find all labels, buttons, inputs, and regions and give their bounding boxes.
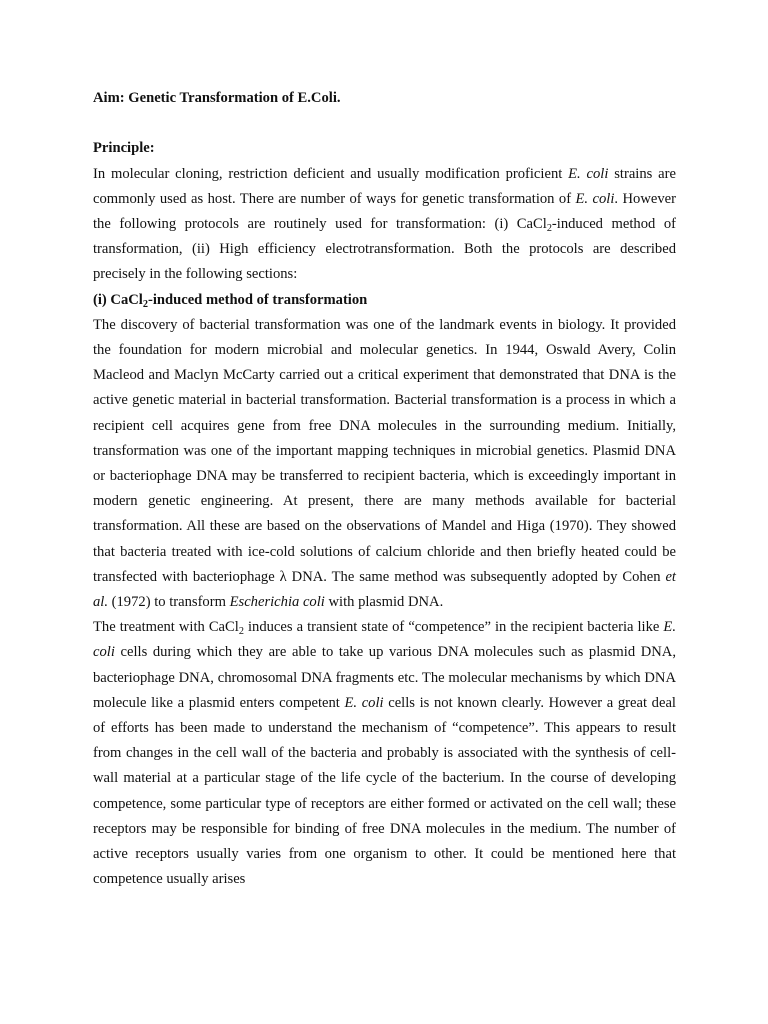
section-heading-cacl2 — [93, 288, 676, 313]
text-run: (i) CaCl — [93, 291, 143, 308]
text-run: cells is not known clearly. However a great deal of efforts has been made to understand the mechanism of “competence”. This appears to result from changes in the cell wall of the bacteria and probably is associated with the synthesis of cell-wall material at a particular stage of the life cycle of the bacterium. In the course of developing competence, some particular type of receptors are either formed or activated on the cell wall; these receptors may be responsible for binding of free DNA molecules in the medium. The number of active receptors usually varies from one organism to other. It could be mentioned here that competence usually arises — [93, 694, 676, 888]
organism-name: E. coli — [93, 619, 676, 661]
organism-name: E. coli — [568, 165, 609, 182]
text-run: strains are commonly used as host. There are number of ways for genetic transformation of — [93, 165, 676, 207]
text-run: with plasmid DNA. — [324, 594, 444, 611]
text-run: . However the following protocols are routinely used for transformation: (i) CaCl — [93, 190, 676, 232]
text-run: -induced method of transformation, (ii) High efficiency electrotransformation. Both the protocols are described precisely in the following sections: — [93, 215, 676, 283]
section-paragraph-2 — [93, 615, 676, 892]
principle-heading: Principle: — [93, 140, 155, 157]
text-run: cells during which they are able to take up various DNA molecules such as plasmid DNA, bacteriophage DNA, chromosomal DNA fragments etc. The molecular mechanisms by which DNA molecule like a plasmid enters competent — [93, 644, 676, 711]
document-title: Aim: Genetic Transformation of E.Coli. — [93, 90, 341, 106]
organism-name: Escherichia coli — [229, 594, 325, 611]
principle-paragraph — [93, 162, 676, 288]
section-paragraph-1 — [93, 313, 676, 615]
text-run: The discovery of bacterial transformation was one of the landmark events in biology. It provided the foundation for modern microbial and molecular genetics. In 1944, Oswald Avery, Colin Macleod and Maclyn McCarty carried out a critical experiment that demonstrated that DNA is the active genetic material in bacterial transformation. Bacterial transformation is a process in which a recipient cell acquires gene from free DNA molecules in the surrounding medium. Initially, transformation was one of the important mapping techniques in microbial genetics. Plasmid DNA or bacteriophage DNA may be transferred to recipient bacteria, which is exceedingly important in modern genetic engineering. At present, there are many methods available for bacterial transformation. All these are based on the observations of Mandel and Higa (1970). They showed that bacteria treated with ice-cold solutions of calcium chloride and then briefly heated could be transfected with bacteriophage λ DNA. The same method was subsequently adopted by Cohen — [93, 316, 676, 585]
text-run: The treatment with CaCl — [93, 619, 239, 636]
document-page — [93, 86, 676, 892]
text-run: (1972) to transform — [108, 594, 230, 611]
subscript: 2 — [142, 298, 148, 310]
italic-text: et al. — [93, 568, 676, 611]
subscript: 2 — [238, 626, 244, 638]
text-run: induces a transient state of “competence” in the recipient bacteria like — [243, 619, 664, 636]
text-run: In molecular cloning, restriction deficient and usually modification proficient — [93, 165, 569, 182]
organism-name: E. coli — [344, 694, 384, 711]
spacer — [93, 111, 676, 136]
subscript: 2 — [546, 223, 552, 235]
organism-name: E. coli — [575, 190, 615, 207]
text-run: -induced method of transformation — [147, 291, 368, 308]
